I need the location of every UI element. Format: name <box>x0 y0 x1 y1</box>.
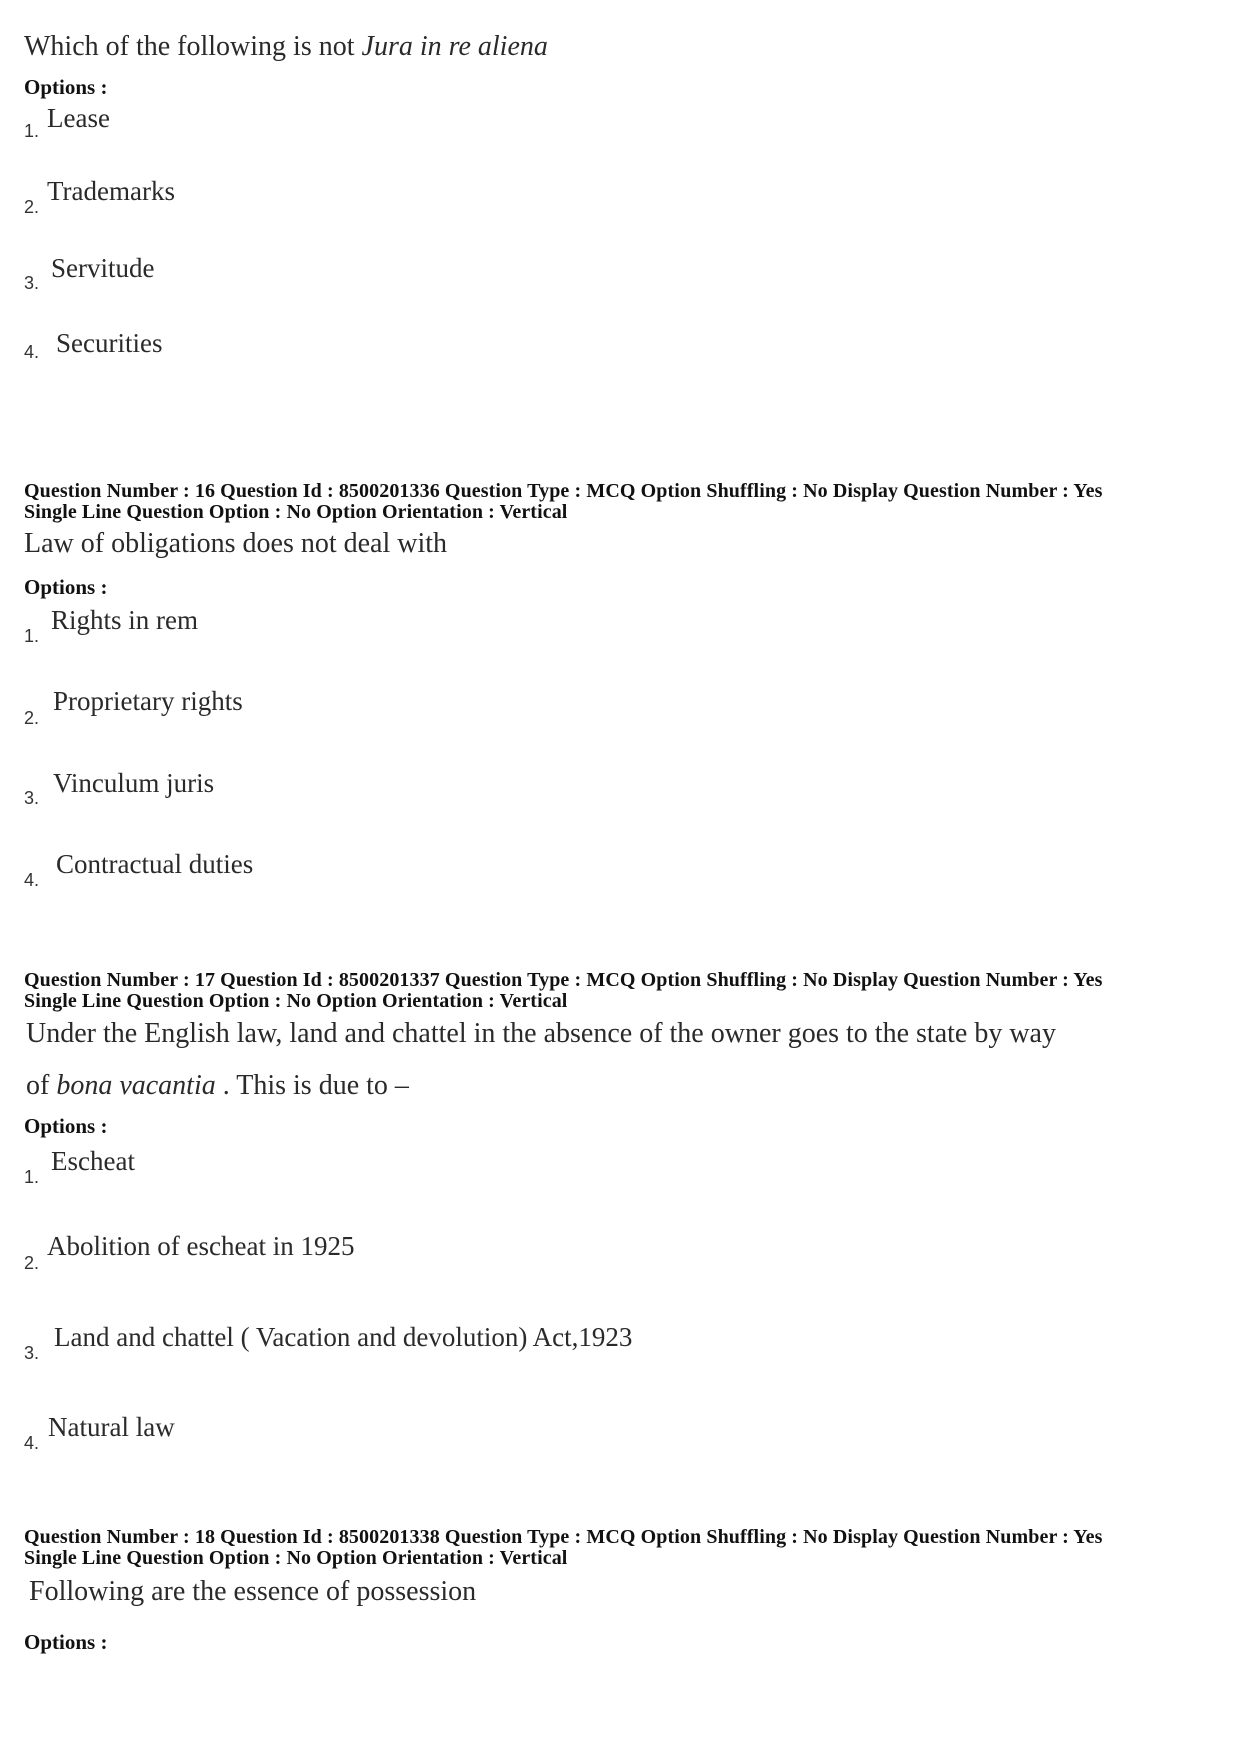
option-text: Natural law <box>48 1412 175 1442</box>
option-text: Escheat <box>51 1146 135 1176</box>
option-number: 4. <box>24 870 40 890</box>
question-17-meta-line2: Single Line Question Option : No Option Orientation : Vertical <box>24 990 568 1012</box>
option-number: 2. <box>24 708 40 728</box>
question-18-meta-line2: Single Line Question Option : No Option Orientation : Vertical <box>24 1547 568 1569</box>
option-text: Trademarks <box>47 176 175 206</box>
question-17-meta-line1: Question Number : 17 Question Id : 8500201337 Question Type : MCQ Option Shuffling : No Display Question Number : Yes <box>24 969 1103 991</box>
option-number: 4. <box>24 1433 40 1453</box>
option-number: 3. <box>24 788 40 808</box>
options-label: Options : <box>24 1630 108 1654</box>
option-number: 3. <box>24 1343 40 1363</box>
options-label: Options : <box>24 575 108 599</box>
question-15-text <box>24 31 548 63</box>
option-number: 2. <box>24 197 40 217</box>
question-17-text-line2-suffix: . This is due to – <box>215 1070 409 1101</box>
option-number: 1. <box>24 1167 40 1187</box>
question-17-text-line2-italic: bona vacantia <box>56 1070 216 1101</box>
question-15-text-prefix: Which of the following is not <box>24 31 362 62</box>
options-label: Options : <box>24 1114 108 1138</box>
option-text: Servitude <box>51 253 155 283</box>
question-15-text-italic: Jura in re aliena <box>361 31 548 62</box>
option-text: Land and chattel ( Vacation and devolution) Act,1923 <box>54 1322 633 1352</box>
question-17-text-line2-prefix: of <box>26 1070 57 1101</box>
question-18-meta-line1: Question Number : 18 Question Id : 8500201338 Question Type : MCQ Option Shuffling : No Display Question Number : Yes <box>24 1526 1103 1548</box>
question-17-text-line2 <box>26 1070 409 1102</box>
options-label: Options : <box>24 75 108 99</box>
option-number: 1. <box>24 626 40 646</box>
question-18-text: Following are the essence of possession <box>29 1576 477 1607</box>
option-number: 3. <box>24 273 40 293</box>
question-16-meta-line1: Question Number : 16 Question Id : 8500201336 Question Type : MCQ Option Shuffling : No Display Question Number : Yes <box>24 480 1103 502</box>
option-text: Securities <box>56 328 163 358</box>
option-text: Abolition of escheat in 1925 <box>47 1231 355 1261</box>
question-17-text-line1: Under the English law, land and chattel in the absence of the owner goes to the state by way <box>26 1018 1056 1049</box>
option-number: 2. <box>24 1253 40 1273</box>
option-number: 4. <box>24 342 40 362</box>
option-text: Rights in rem <box>51 605 198 635</box>
question-16-text: Law of obligations does not deal with <box>24 528 448 559</box>
option-text: Lease <box>47 103 110 133</box>
option-number: 1. <box>24 121 40 141</box>
option-text: Contractual duties <box>56 849 254 879</box>
option-text: Vinculum juris <box>53 768 215 798</box>
option-text: Proprietary rights <box>53 686 243 716</box>
question-16-meta-line2: Single Line Question Option : No Option Orientation : Vertical <box>24 501 568 523</box>
